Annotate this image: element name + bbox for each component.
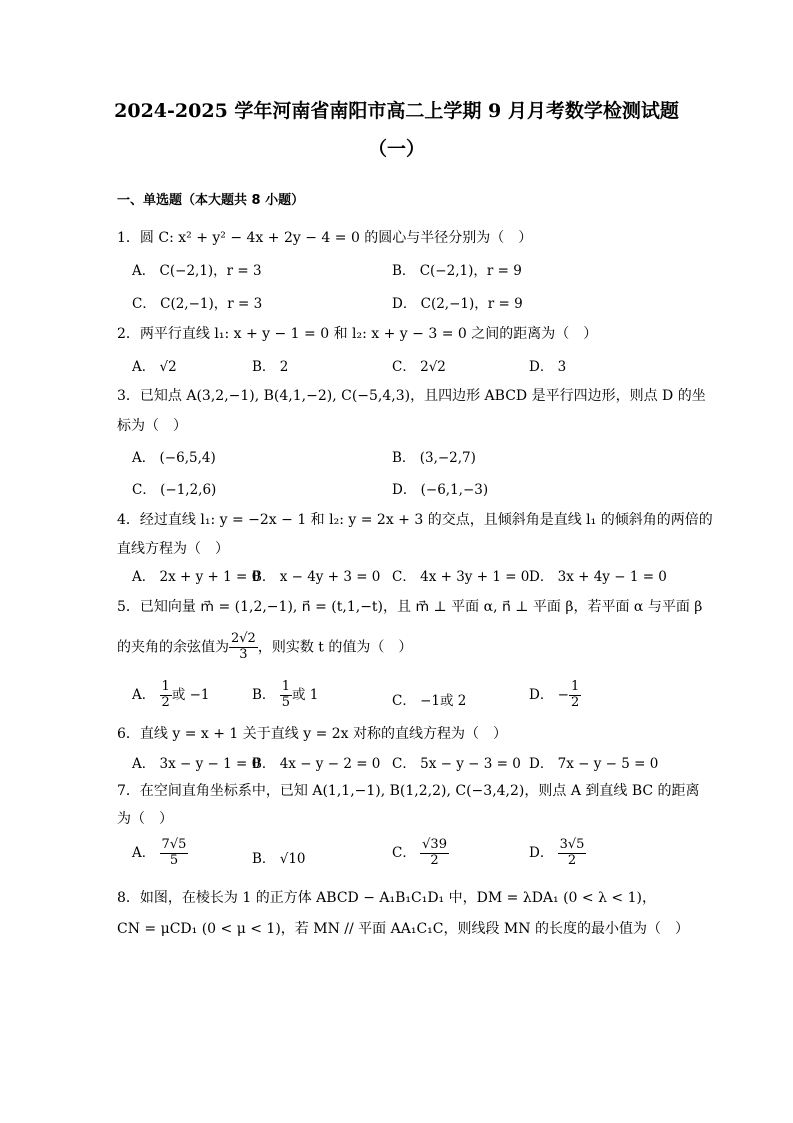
question-1-option-b: B． C(−2,1)，r = 9: [392, 263, 522, 279]
fraction: [280, 680, 292, 711]
question-4-option-b: B． x − 4y + 3 = 0: [252, 569, 381, 585]
fraction: [229, 632, 258, 663]
fraction-numerator: 1: [281, 679, 290, 694]
question-6-stem: 6．直线 y = x + 1 关于直线 y = 2x 对称的直线方程为（ ）: [117, 726, 508, 742]
question-3-stem: 3．已知点 A(3,2,−1), B(4,1,−2), C(−5,4,3)，且四边形 ABCD 是平行四边形，则点 D 的坐: [117, 388, 706, 404]
fraction-numerator: 1: [161, 679, 170, 694]
question-2-stem: 2．两平行直线 l₁: x + y − 1 = 0 和 l₂: x + y − 3 = 0 之间的距离为（ ）: [117, 326, 598, 342]
question-5-text-b: ，则实数 t 的值为（ ）: [257, 639, 413, 656]
question-1-option-a: A． C(−2,1)，r = 3: [132, 263, 262, 279]
fraction-denominator: 5: [169, 852, 179, 868]
question-3-option-a: A． (−6,5,4): [132, 450, 216, 466]
fraction-numerator: 3√5: [559, 837, 585, 852]
question-4-option-c: C． 4x + 3y + 1 = 0: [392, 569, 530, 585]
question-2-option-c: C． 2√2: [392, 359, 446, 375]
question-1-option-c: C． C(2,−1)，r = 3: [132, 296, 263, 312]
fraction-denominator: 2: [570, 694, 580, 710]
fraction-numerator: 1: [570, 679, 580, 694]
question-5-stem: 5．已知向量 m⃗ = (1,2,−1), n⃗ = (t,1,−t)，且 m⃗ ⊥ 平面 α, n⃗ ⊥ 平面 β，若平面 α 与平面 β: [117, 599, 703, 615]
question-7-option-a: [132, 838, 188, 869]
fraction-numerator: 2√2: [231, 631, 256, 646]
question-5-option-c: C． −1或 2: [392, 693, 467, 709]
question-2-option-a: A． √2: [132, 359, 177, 375]
question-6-option-a: A． 3x − y − 1 = 0: [132, 756, 261, 772]
question-3-option-d: D． (−6,1,−3): [392, 482, 489, 498]
question-6-option-c: C． 5x − y − 3 = 0: [392, 756, 521, 772]
option-label: D．: [529, 844, 554, 861]
question-1-option-d: D． C(2,−1)，r = 9: [392, 296, 523, 312]
question-7-stem-continued: 为（ ）: [117, 811, 173, 827]
question-5-option-a: [132, 680, 210, 711]
fraction: [558, 838, 587, 869]
question-5-option-d: [529, 680, 581, 711]
question-8-stem-continued: CN = μCD₁ (0 < μ < 1)，若 MN // 平面 AA₁C₁C，则线段 MN 的长度的最小值为（ ）: [117, 921, 689, 937]
question-3-stem-continued: 标为（ ）: [117, 418, 187, 434]
fraction-denominator: 5: [281, 694, 290, 710]
question-8-stem: 8．如图，在棱长为 1 的正方体 ABCD − A₁B₁C₁D₁ 中，DM = λDA₁ (0 < λ < 1)，: [117, 890, 656, 906]
question-5-stem-continued: [117, 632, 412, 663]
fraction-denominator: 2: [567, 852, 577, 868]
question-6-option-d: D． 7x − y − 5 = 0: [529, 756, 659, 772]
option-label: C．: [392, 844, 416, 861]
option-tail: 或 1: [292, 686, 319, 703]
section-heading: 一、单选题（本大题共 8 小题）: [117, 193, 305, 208]
question-7-option-c: [392, 838, 449, 869]
question-5-text-a: 的夹角的余弦值为: [117, 639, 229, 656]
question-2-option-d: D． 3: [529, 359, 567, 375]
question-4-stem: 4．经过直线 l₁: y = −2x − 1 和 l₂: y = 2x + 3 的交点，且倾斜角是直线 l₁ 的倾斜角的两倍的: [117, 512, 713, 528]
fraction-denominator: 3: [239, 646, 248, 662]
fraction: [569, 680, 581, 711]
option-tail: 或 −1: [171, 686, 210, 703]
exam-title: 2024-2025 学年河南省南阳市高二上学期 9 月月考数学检测试题: [114, 100, 679, 122]
question-3-option-b: B． (3,−2,7): [392, 450, 476, 466]
question-7-stem: 7．在空间直角坐标系中，已知 A(1,1,−1), B(1,2,2), C(−3,4,2)，则点 A 到直线 BC 的距离: [117, 783, 700, 799]
question-4-stem-continued: 直线方程为（ ）: [117, 541, 229, 557]
question-4-option-a: A． 2x + y + 1 = 0: [132, 569, 261, 585]
fraction-denominator: 2: [430, 852, 439, 868]
option-label: A．: [132, 844, 156, 861]
question-7-option-b: B． √10: [252, 851, 306, 867]
question-3-option-c: C． (−1,2,6): [132, 482, 217, 498]
option-label: D． −: [529, 686, 569, 703]
question-6-option-b: B． 4x − y − 2 = 0: [252, 756, 381, 772]
question-2-option-b: B． 2: [252, 359, 289, 375]
fraction-denominator: 2: [161, 694, 170, 710]
fraction-numerator: √39: [422, 837, 447, 852]
question-4-option-d: D． 3x + 4y − 1 = 0: [529, 569, 667, 585]
question-1-stem: 1．圆 C: x² + y² − 4x + 2y − 4 = 0 的圆心与半径分别为（ ）: [117, 230, 533, 246]
question-7-option-d: [529, 838, 586, 869]
exam-title-part: （一）: [367, 138, 425, 160]
fraction: [420, 838, 449, 869]
fraction: [160, 838, 189, 869]
question-5-option-b: [252, 680, 318, 711]
option-label: A．: [132, 686, 156, 703]
option-label: B．: [252, 686, 276, 703]
fraction-numerator: 7√5: [161, 837, 187, 852]
fraction: [160, 680, 172, 711]
